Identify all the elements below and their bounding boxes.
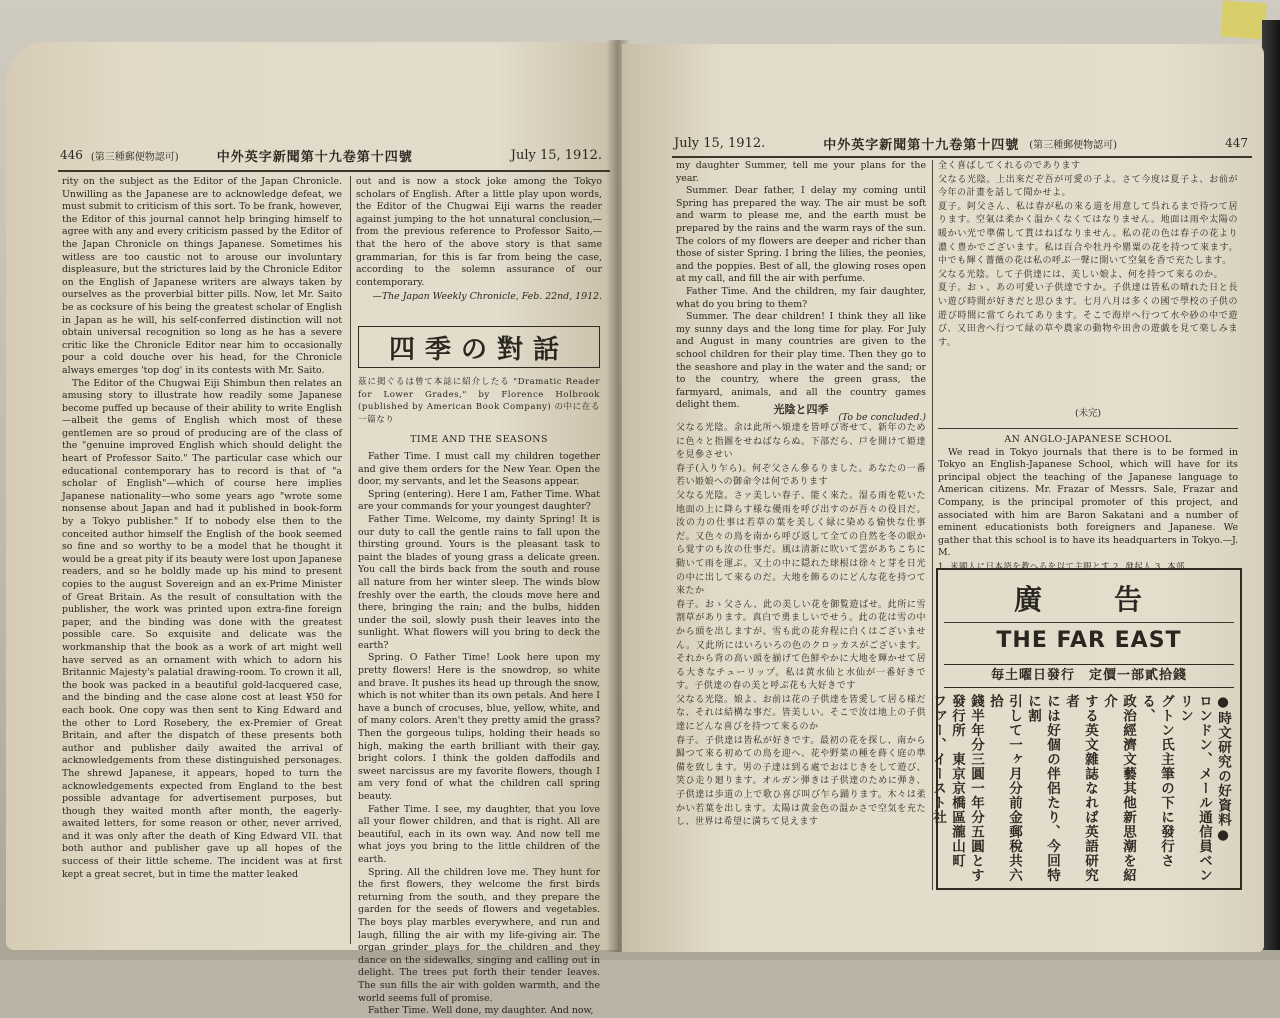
translation-line: 春子。おゝ父さん、此の美しい花を御覧遊ばせ。此所に雪割草があります。真白で勇ましいでせう。此の花は雪の中から頭を出しますが、雪も此の花弁程に白くはございません。又此所にはいろいろの色のクロッカスがございます。それから背の高い頭を揃げて色鮮やかに大地を輝かせて居る大きなチューリップ。私は黄水仙と水仙が一番好きです。子供達の春の美と呼ぶ花も大好きです — [676, 599, 926, 692]
ad-rule — [944, 622, 1234, 623]
ad-price-line: 毎土曜日發行 定價一部貳拾錢 — [944, 664, 1234, 688]
right-permit-notice: (第三種郵便物認可) — [1029, 139, 1118, 151]
left-page-header — [60, 142, 610, 168]
ad-kanji-title: 廣 告 — [1013, 583, 1164, 616]
left-permit-notice: (第三種郵便物認可) — [90, 151, 179, 163]
dialogue-line: Spring (entering). Here I am, Father Time. What are your commands for your youngest daughter? — [358, 488, 600, 513]
ad-line: する英文雜誌なれば英語研究者 — [1063, 694, 1098, 883]
left-page-number: 446 — [60, 148, 83, 162]
right-page-number: 447 — [1225, 136, 1248, 150]
left-header-rule — [58, 170, 610, 172]
credit-line: —The Japan Weekly Chronicle, Feb. 22nd, 1912. — [372, 291, 602, 303]
right-issue-date: July 15, 1912. — [674, 135, 766, 151]
right-header-rule — [672, 156, 1252, 158]
translation-line: 父なる光陰。上出來だぞ吾が可愛の子よ。さて今度は夏子よ、お前が今年の計畫を話して聞かせよ。 — [938, 174, 1238, 199]
translation-line: 春子。子供達は皆私が好きです。最初の花を探し、南から歸つて來る初めての鳥を迎へ、花や野菜の種を蒔く庭の準備を致します。男の子達は到る處でおはじきをして遊び、笑ひ走り廻ります。オルガン弾きは子供達のために弾き、子供達は歩道の上で歌ひ喜び叫び乍ら踊ります。木々は柔かい若葉を出します。太陽は黄金色の温かさで空気を充たし、世界は希望に満ちて見えます — [676, 735, 926, 828]
dialogue-line: Father Time. I see, my daughter, that you love all your flower children, and that is right. All are beautiful, each in its own way. And now tell me what joys you bring to the little children of the earth. — [358, 803, 600, 865]
ad-line: には好個の伴侶たり、今回特に割 — [1025, 694, 1060, 883]
translation-line: 父なる光陰。して子供達には、美しい娘よ、何を持つて來るのか。 — [938, 269, 1224, 280]
paragraph: out and is now a stock joke among the Tokyo scholars of English. After a little play upon words, the Editor of the Chugwai Eiji warns the reader against jumping to the hot unnatural conclusion,—from the previous reference to Professor Saito,—that the hero of the above story is that same grammarian, for this is far from being the case, according to the solemn assurance of our contemporary. — [356, 176, 602, 288]
dialogue-section — [358, 376, 600, 1017]
to-be-concluded: (To be concluded.) — [838, 411, 926, 423]
ad-line: 政治經濟文藝其他新思潮を紹介 — [1101, 694, 1136, 883]
translation-line: 夏子。おゝ、あの可愛い子供達ですか。子供達は皆私の晴れた日と長い遊び時間が好きだと思ひます。七月八月は多くの國で學校の子供の遊び時間に當てられてあります。そこで海岸へ行つて水や砂の中で遊び、又田舎へ行つて緑の草や農家の動物や田舎の遊戯を見て楽しみます。 — [938, 283, 1238, 348]
dialogue-line: Father Time. And the children, my fair daughter, what do you bring to them? — [676, 285, 926, 310]
translation-line: 全く喜ばしてくれるのであります — [938, 161, 1081, 171]
translation-line: 夏子。阿父さん、私は春が私の來る道を用意して呉れるまで待つて居ります。空氣は柔かく温かくなくてはなりません。地面は雨や太陽の暖かい光で準備して貰はねばなりません。私の花の色は春子の花より濃く豊かでございます。私は百合や牡丹や罌粟の花を持つて來ます。中でも輝く薔薇の花は私の呼ぶ一聲に開いて空氣を香で充たします。 — [938, 201, 1238, 267]
right-column-2-translation — [938, 160, 1238, 408]
dialogue-line: Spring. O Father Time! Look here upon my pretty flowers! Here is the snowdrop, so white and brave. It pushes its head up through the snow, which is not whiter than its own petals. And here I have a bunch of crocuses, blue, yellow, white, and of many colors. Aren't they pretty amid the grass? Then the gorgeous tulips, holding their heads so high, making the earth brilliant with their gay, bright colors. I think the golden daffodils and sweet narcissus are my favorite flowers, though I am very fond of what the children call spring beauty. — [358, 652, 600, 802]
translation-line: 父なる光陰。娘よ、お前は花の子供達を皆愛して居る様だな、それは結構な事だ。皆美しい。そこで汝は地上の子供達にどんな喜びを持つて來るのか — [676, 694, 926, 733]
dialogue-line: Father Time. Welcome, my dainty Spring! It is our duty to call the gentle rains to fall upon the thirsting ground. Yours is the pleasant task to paint the blades of young grass a delicate green. You call the birds back from the south and rouse all nature from her winter sleep. The winds blow freshly over the earth, the clouds move here and there, bringing the rain; and the bulbs, hidden under the soil, slowly push their leaves into the sunlight. What flowers will you bring to deck the earth? — [358, 513, 600, 651]
left-issue-date: July 15, 1912. — [510, 147, 602, 163]
section-rule — [938, 428, 1238, 429]
translation-line: 父なる光陰。さァ美しい春子、能く來た。湿る雨を乾いた地面の上に降らす様な優雨を呼び出すのが吾々の役目だ。汝の力の仕事は若草の葉を美しく緑に染める愉快な仕事だ。又色々の鳥を南から呼び返して全ての自然を冬の眠から覚すのも汝の仕事だ。風は清新に吹いて雲があちこちに動いて雨を運ぶ。又土の中に隠れた球根は徐々と芽を日光の中に出して來るのだ。大地を飾るのにどんな花を持つて來たか — [676, 490, 926, 597]
right-page — [622, 44, 1264, 952]
school-footnote: 1. 米國人に日本語を教へるを以て主眼とす 2. 發起人 3. 本部 — [938, 560, 1185, 571]
not-finished-note: (未完) — [1074, 408, 1102, 419]
dialogue-line: Summer. Dear father, I delay my coming until Spring has prepared the way. The air must be soft and warm to please me, and the earth must be prepared by the rains and the warm rays of the sun. The colors of my flowers are deeper and richer than those of sister Spring. I bring the lilies, the peonies, and the poppies. Best of all, the glowing roses open at my call, and fill the air with perfume. — [676, 185, 926, 285]
dialogue-line: my daughter Summer, tell me your plans for the year. — [676, 160, 926, 184]
ad-line: 引して一ヶ月分前金郵稅共六拾 — [987, 694, 1022, 883]
dialogue-heading: TIME AND THE SEASONS — [410, 434, 548, 446]
school-heading: AN ANGLO-JAPANESE SCHOOL — [1004, 434, 1172, 445]
left-column-1 — [62, 176, 342, 946]
left-page — [6, 42, 618, 1017]
right-journal-title: 中外英字新聞第十九卷第十四號 — [823, 137, 1020, 153]
paragraph: The Editor of the Chugwai Eiji Shimbun then relates an amusing story to illustrate how readily some Japanese become puffed up because of their ability to write English—albeit the gems of English which most of these gentlemen are so proud of producing are of the class of the "genuine improved English which should delight the heart of Professor Saito." The particular case which our educational contemporary has to record is that of "a scholar of English"—which of course here implies Japanese nationality—who some years ago "wrote some nonsense about Japan and had it published in book-form by a Tokyo publisher." If to nobody else then to the conceited author himself the English of the book seemed so fine and so worthy to be a model that he thought it would be a great pity if its beauty were lost upon Japanese readers, and so he boldly made up his mind to present copies to the august Sovereign and an ex-Prime Minister of Great Britain. As the result of consultation with the publisher, the work was printed upon extra-fine foreign paper, and the binding was done with the greatest possible care. So exquisite and delicate was the workmanship that the book as a work of art might well have served as an ornament with which to adorn his Britannic Majesty's palatial drawing-room. To crown it all, the book was packed in a beautiful gold-lacquered case, and the binding and the case alone cost at least ¥50 for each book. One copy was then sent to King Edward and the other to Lord Rosebery, the ex-Premier of Great Britain, and after the dispatch of these presents both author and publisher daily awaited the arrival of acknowledgements from these distinguished personages. The shrewd Japanese, it appears, hoped to turn the acknowledgements expected from England to the best possible advantage for advertisement purposes, but though they waited month after month, the eagerly-awaited letters, for some reason or other, never arrived, and it was only after the death of King Edward VII. that both author and publisher gave up all hopes of the success of their little scheme. The incident was at first kept a great secret, but in time the matter leaked — [62, 377, 342, 880]
ad-line: ファー、イースト社 — [930, 694, 946, 825]
advertisement-box — [930, 568, 1242, 890]
translation-heading: 光陰と四季 — [773, 403, 829, 416]
book-cover-edge — [1262, 20, 1280, 950]
bookmark-tab — [1221, 1, 1267, 40]
translation-line: 春子(入り乍ら)。何ぞ父さん參るりました。あなたの一番若い姫娘への御命令は何であります — [676, 463, 926, 488]
dialogue-intro: 茲に掲ぐるは曾て本誌に紹介したる "Dramatic Reader for Lower Grades," by Florence Holbrook (published by American Book Company) の中に在る一篇なり — [358, 377, 600, 425]
paragraph: rity on the subject as the Editor of the Japan Chronicle. Unwilling as the Japanese are to acknowledge defeat, we must submit to criticism of this sort. To be frank, however, the Editor of this journal cannot help bringing himself to agree with any and every criticism passed by the Editor of the Japan Chronicle on things Japanese. Sometimes his witless are too caustic not to arouse our involuntary displeasure, but the strictures laid by the Chronicle Editor on the English of Japanese writers are always taken by ourselves as the proverbial bitter pills. Now, let Mr. Saito be as cocksure of his being the greatest scholar of English in Japan as he will, his self-conferred distinction will not obtain universal recognition so long as he has a severe critic like the Chronicle Editor near him to occasionally pour a cold douche over his head, for the Chronicle always emerges 'top dog' in its contests with Mr. Saito. — [62, 176, 342, 376]
translation-line: 父なる光陰。余は此所へ娘達を皆呼び寄せて、新年のために色々と指圖をせねばならぬ。下部だら、戸を開けて姫達を見參させい — [676, 423, 926, 461]
dialogue-line: Father Time. Well done, my daughter. And now, — [368, 1005, 594, 1017]
ad-line: グトン氏主筆の下に發行さる、 — [1139, 694, 1174, 868]
dialogue-line: Summer. The dear children! I think they all like my sunny days and the long time for play. For July and August in many countries are given to the school children for their play time. Then they go to the seashore and play in the water and the sand; or to the country, where the green grass, the farmyard, animals, and all the country games delight them. — [676, 311, 926, 411]
ad-line: 錢半年分三圓一年分五圓とす — [968, 694, 984, 883]
ad-vertical-text — [930, 694, 1232, 886]
left-column-divider — [350, 176, 351, 944]
ad-line: ●時文研究の好資料● — [1215, 694, 1231, 844]
school-text: We read in Tokyo journals that there is to be formed in Tokyo an English-Japanese School, which will have for its principal object the teaching of the Japanese language to American citizens. Mr. Frazar of Messrs. Sale, Frazar and Company, is the principal promoter of this project, and associated with him are Baron Sakatani and a number of eminent educationists both foreigners and Japanese. We gather that this school is to have its headquarters in Tokyo.—J. M. — [938, 446, 1238, 559]
ad-english-title: THE FAR EAST — [996, 628, 1182, 653]
left-journal-title: 中外英字新聞第十九卷第十四號 — [216, 149, 413, 165]
school-article — [938, 434, 1238, 571]
dialogue-title: 四季の對話 — [358, 326, 600, 368]
right-column-1-translation — [676, 422, 926, 888]
right-page-header — [674, 130, 1248, 156]
ad-line: ロンドン、メール通信員ベンリン — [1177, 694, 1212, 883]
dialogue-line: Father Time. I must call my children together and give them orders for the New Year. Open the door, my servants, and let the Seasons appear. — [358, 450, 600, 488]
ad-line: 發行所 東京京橋區瀧山町 — [949, 694, 965, 868]
dialogue-line: Spring. All the children love me. They hunt for the first flowers, they welcome the first birds returning from the south, and they prepare the garden for the seeds of flowers and vegetables. The boys play marbles everywhere, and run and laugh, filling the air with my life-giving air. The organ grinder plays for the children and they dance on the sidewalks, singing and calling out in delight. The trees put forth their tender leaves. The sun fills the air with golden warmth, and the world seems full of promise. — [358, 866, 600, 1004]
